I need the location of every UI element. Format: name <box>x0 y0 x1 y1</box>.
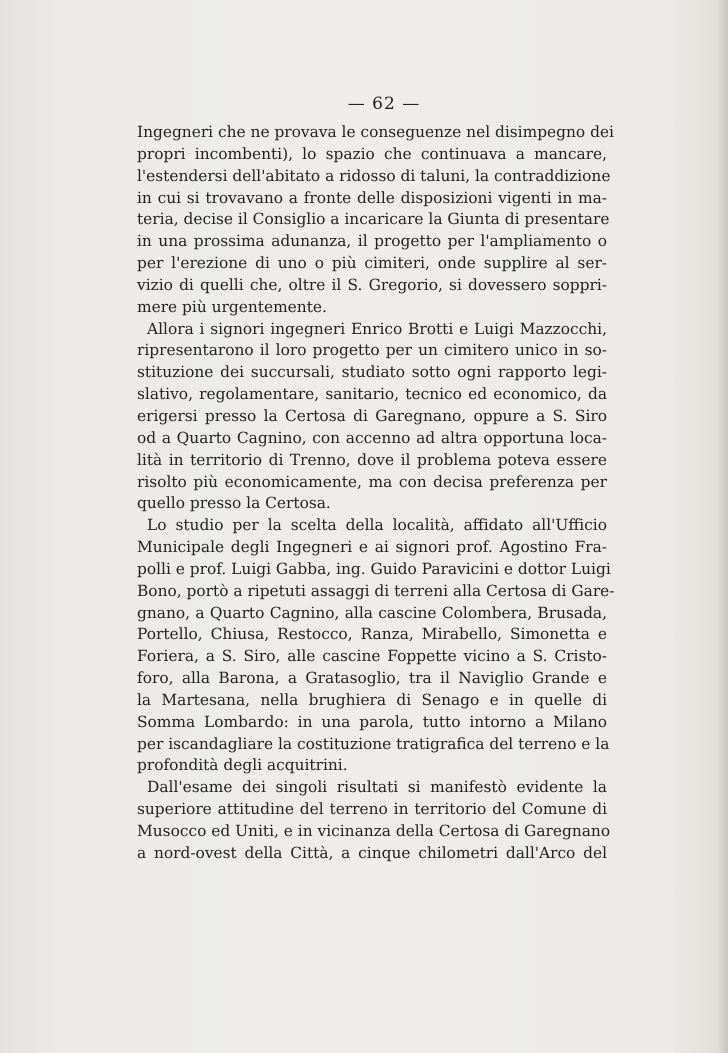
text-line: per l'erezione di uno o più cimiteri, onde supplire al ser- <box>137 254 607 273</box>
text-line: gnano, a Quarto Cagnino, alla cascine Colombera, Brusada, <box>137 603 607 622</box>
text-line: Ingegneri che ne provava le conseguenze nel disimpegno dei <box>137 123 614 141</box>
text-line: profondità degli acquitrini. <box>137 756 348 775</box>
text-line: erigersi presso la Certosa di Garegnano, oppure a S. Siro <box>137 406 607 425</box>
text-line: l'estendersi dell'abitato a ridosso di taluni, la contraddizione <box>137 166 611 185</box>
text-line: Dall'esame dei singoli risultati si manifestò evidente la <box>147 778 607 797</box>
text-line: superiore attitudine del terreno in territorio del Comune di <box>137 800 607 819</box>
text-line: vizio di quelli che, oltre il S. Gregorio, si dovessero soppri- <box>137 275 607 294</box>
text-line: ripresentarono il loro progetto per un cimitero unico in so- <box>137 341 607 360</box>
text-line: Lo studio per la scelta della località, affidato all'Ufficio <box>147 516 607 535</box>
text-line: per iscandagliare la costituzione tratigrafica del terreno e la <box>137 734 610 753</box>
text-line: quello presso la Certosa. <box>137 494 331 513</box>
page-edge-shadow <box>718 0 728 1053</box>
page-number: — 62 — <box>347 94 421 114</box>
text-line: slativo, regolamentare, sanitario, tecnico ed economico, da <box>137 385 607 404</box>
text-line: in una prossima adunanza, il progetto per l'ampliamento o <box>137 232 607 251</box>
text-line: propri incombenti), lo spazio che continuava a mancare, <box>137 144 607 163</box>
text-line: Municipale degli Ingegneri e ai signori prof. Agostino Fra- <box>137 538 607 557</box>
text-line: mere più urgentemente. <box>137 297 327 316</box>
text-line: foro, alla Barona, a Gratasoglio, tra il Naviglio Grande e <box>137 669 607 688</box>
text-line: a nord-ovest della Città, a cinque chilometri dall'Arco del <box>137 843 607 862</box>
text-line: in cui si trovavano a fronte delle disposizioni vigenti in ma- <box>137 188 607 207</box>
text-line: Bono, portò a ripetuti assaggi di terreni alla Certosa di Gare- <box>137 581 615 600</box>
text-line: Allora i signori ingegneri Enrico Brotti e Luigi Mazzocchi, <box>147 319 607 338</box>
text-line: polli e prof. Luigi Gabba, ing. Guido Paravicini e dottor Luigi <box>137 559 611 578</box>
text-line: Somma Lombardo: in una parola, tutto intorno a Milano <box>137 712 607 731</box>
text-line: la Martesana, nella brughiera di Senago e in quelle di <box>137 690 607 709</box>
text-line: Portello, Chiusa, Restocco, Ranza, Mirabello, Simonetta e <box>137 625 607 644</box>
text-line: risolto più economicamente, ma con decisa preferenza per <box>137 472 607 491</box>
text-line: Musocco ed Uniti, e in vicinanza della Certosa di Garegnano <box>137 822 611 840</box>
text-line: teria, decise il Consiglio a incaricare la Giunta di presentare <box>137 210 610 229</box>
body-text <box>137 122 615 865</box>
text-line: Foriera, a S. Siro, alle cascine Foppette vicino a S. Cristo- <box>137 647 607 666</box>
text-line: stituzione dei succursali, studiato sotto ogni rapporto legi- <box>137 363 607 382</box>
text-line: lità in territorio di Trenno, dove il problema poteva essere <box>137 450 607 469</box>
text-line: od a Quarto Cagnino, con accenno ad altra opportuna loca- <box>137 428 607 447</box>
